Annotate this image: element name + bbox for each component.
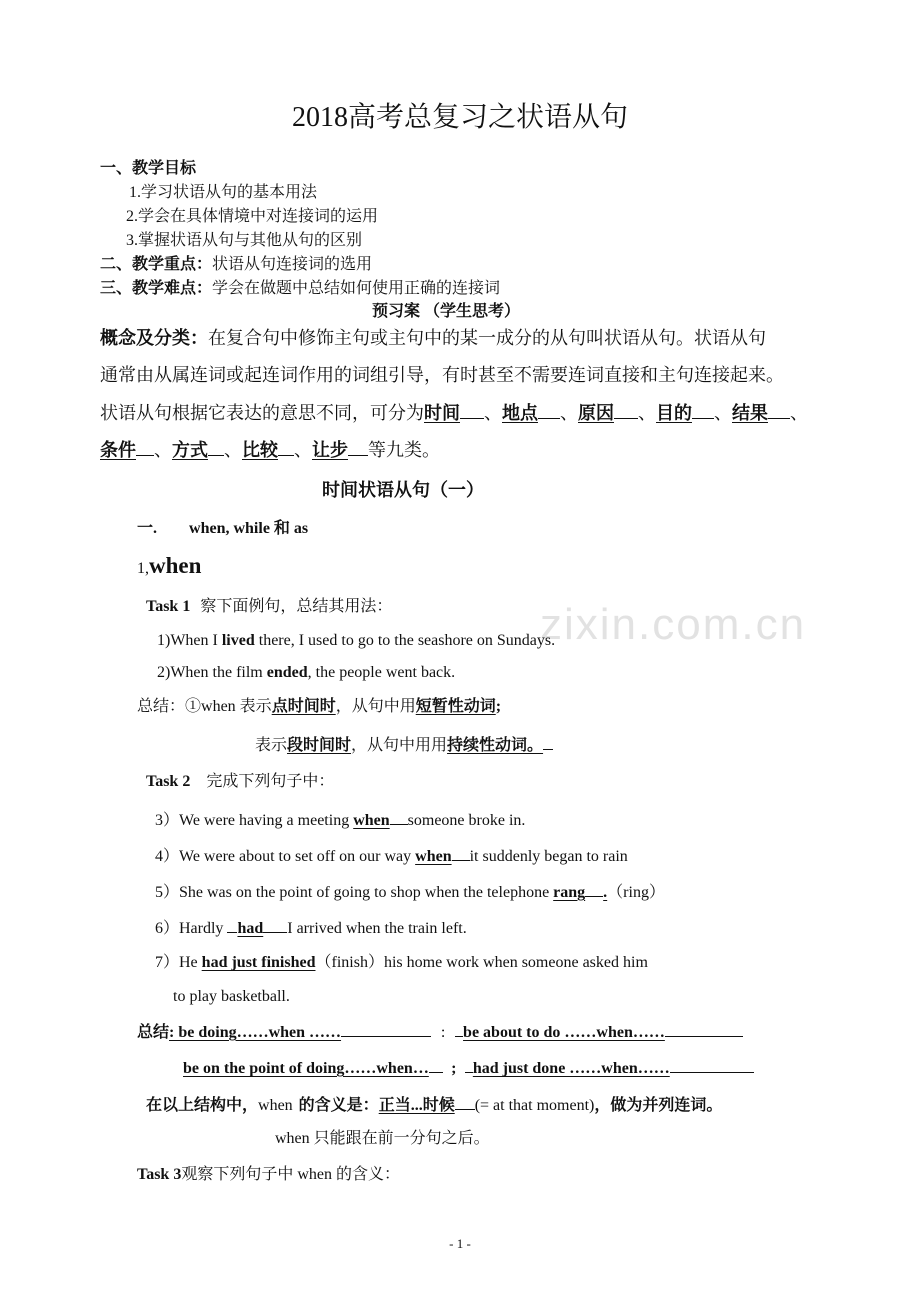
objective-item: 3.掌握状语从句与其他从句的区别 bbox=[126, 232, 363, 249]
task1-example-1: 1)When I lived there, I used to go to the seashore on Sundays. bbox=[157, 632, 556, 649]
focus-label: 二、教学重点： bbox=[100, 256, 213, 273]
type-reason: 原因 bbox=[578, 403, 614, 423]
structure-be-about-to: be about to do ……when…… bbox=[463, 1024, 665, 1041]
section-heading: 时间状语从句（一） bbox=[322, 480, 484, 500]
summary1-line-2: 表示段时间时，从句中用用持续性动词。 bbox=[255, 733, 553, 757]
separator: 、 bbox=[294, 440, 312, 460]
point-time-answer: 点时间时 bbox=[271, 698, 336, 715]
answer-blank: had bbox=[237, 920, 264, 937]
separator: 、 bbox=[560, 403, 578, 423]
sub-heading-number: 一. bbox=[137, 520, 158, 537]
structure-on-the-point: be on the point of doing……when… bbox=[183, 1060, 429, 1077]
separator: 、 bbox=[224, 440, 242, 460]
task3-instruction: 观察下列句子中 when 的含义： bbox=[181, 1166, 400, 1183]
watermark: zixin.com.cn bbox=[540, 600, 807, 649]
type-manner: 方式 bbox=[172, 440, 208, 460]
task1-instruction: 察下面例句，总结其用法： bbox=[200, 598, 393, 615]
task2-question-7-cont: to play basketball. bbox=[173, 988, 290, 1005]
type-time: 时间 bbox=[424, 403, 460, 423]
task2-question-6: 6）Hardly had I arrived when the train left. bbox=[155, 916, 467, 940]
concept-line-4 bbox=[100, 437, 440, 463]
task2-label: Task 2 bbox=[146, 773, 191, 790]
focus-text: 状语从句连接词的选用 bbox=[212, 256, 373, 273]
answer-blank: had just finished bbox=[201, 954, 316, 971]
answer-blank: rang bbox=[553, 884, 586, 901]
type-result: 结果 bbox=[732, 403, 768, 423]
task3-label: Task 3 bbox=[137, 1166, 182, 1183]
structure-had-just-done: had just done ……when…… bbox=[472, 1060, 670, 1077]
summary2-line-2: be on the point of doing……when… ; had just done ……when…… bbox=[183, 1056, 754, 1080]
summary-label: 总结： bbox=[137, 698, 186, 715]
task1-example-2: 2)When the film ended, the people went back. bbox=[157, 664, 456, 681]
objectives-heading: 一、教学目标 bbox=[100, 160, 197, 177]
concept-label: 概念及分类： bbox=[100, 328, 208, 348]
difficulty-text: 学会在做题中总结如何使用正确的连接词 bbox=[212, 280, 501, 297]
separator: 、 bbox=[484, 403, 502, 423]
difficulty-label: 三、教学难点： bbox=[100, 280, 213, 297]
teaching-difficulty bbox=[100, 278, 500, 300]
sub-heading-text: when, while 和 as bbox=[189, 520, 309, 537]
task2-question-5: 5）She was on the point of going to shop when the telephone rang .（ring） bbox=[155, 880, 665, 904]
type-purpose: 目的 bbox=[656, 403, 692, 423]
task2-instruction: 完成下列句子中： bbox=[206, 773, 335, 790]
type-comparison: 比较 bbox=[242, 440, 278, 460]
task2-question-3: 3）We were having a meeting when someone broke in. bbox=[155, 808, 525, 832]
when-heading-word: when bbox=[149, 553, 202, 578]
type-place: 地点 bbox=[502, 403, 538, 423]
answer-blank: when bbox=[415, 848, 452, 865]
separator: 、 bbox=[638, 403, 656, 423]
concept-line-3 bbox=[100, 400, 808, 426]
task1-header bbox=[146, 596, 392, 618]
task2-question-7: 7）He had just finished（finish）his home work when someone asked him bbox=[155, 954, 648, 971]
concept-text: 在复合句中修饰主句或主句中的某一成分的从句叫状语从句。状语从句 bbox=[208, 328, 766, 348]
summary-label: 总结 bbox=[137, 1024, 170, 1041]
meaning-answer: 正当...时候 bbox=[378, 1097, 455, 1114]
concept-line-1 bbox=[100, 325, 766, 351]
concept-line-2: 通常由从属连词或起连词作用的词组引导，有时甚至不需要连词直接和主句连接起来。 bbox=[100, 365, 784, 385]
page-number: - 1 - bbox=[449, 1236, 471, 1251]
objective-item: 2.学会在具体情境中对连接词的运用 bbox=[126, 208, 379, 225]
task3-header bbox=[137, 1164, 400, 1186]
short-verb-answer: 短暂性动词 bbox=[415, 698, 496, 715]
period-time-answer: 段时间时 bbox=[287, 737, 352, 754]
separator: 、 bbox=[154, 440, 172, 460]
page-title: 2018高考总复习之状语从句 bbox=[291, 102, 628, 133]
teaching-focus bbox=[100, 254, 372, 276]
when-heading-number: 1, bbox=[137, 560, 149, 577]
concept-prefix: 状语从句根据它表达的意思不同，可分为 bbox=[100, 403, 424, 423]
continuous-verb-answer: 持续性动词。 bbox=[447, 737, 544, 754]
task2-question-4: 4）We were about to set off on our way when it suddenly began to rain bbox=[155, 844, 628, 868]
task1-label: Task 1 bbox=[146, 598, 191, 615]
answer-blank: when bbox=[353, 812, 390, 829]
type-concession: 让步 bbox=[312, 440, 348, 460]
concept-suffix: 等九类。 bbox=[368, 440, 440, 460]
sub-heading bbox=[137, 518, 308, 540]
separator: 、 bbox=[790, 403, 808, 423]
when-heading bbox=[137, 550, 201, 585]
type-condition: 条件 bbox=[100, 440, 136, 460]
meaning-line-2: when 只能跟在前一分句之后。 bbox=[275, 1130, 490, 1147]
summary1-line-1: 总结：①when 表示点时间时，从句中用短暂性动词; bbox=[137, 698, 502, 715]
meaning-line-1: 在以上结构中，when 的含义是：正当...时候 (= at that moment)，做为并列连词。 bbox=[146, 1093, 722, 1117]
summary2-line-1: 总结: be doing……when …… : be about to do ……when…… bbox=[137, 1020, 743, 1044]
separator: 、 bbox=[714, 403, 732, 423]
preview-heading: 预习案 （学生思考） bbox=[372, 303, 521, 320]
task2-header bbox=[146, 771, 334, 793]
structure-be-doing: : be doing……when …… bbox=[169, 1024, 342, 1041]
objective-item: 1.学习状语从句的基本用法 bbox=[129, 184, 318, 201]
